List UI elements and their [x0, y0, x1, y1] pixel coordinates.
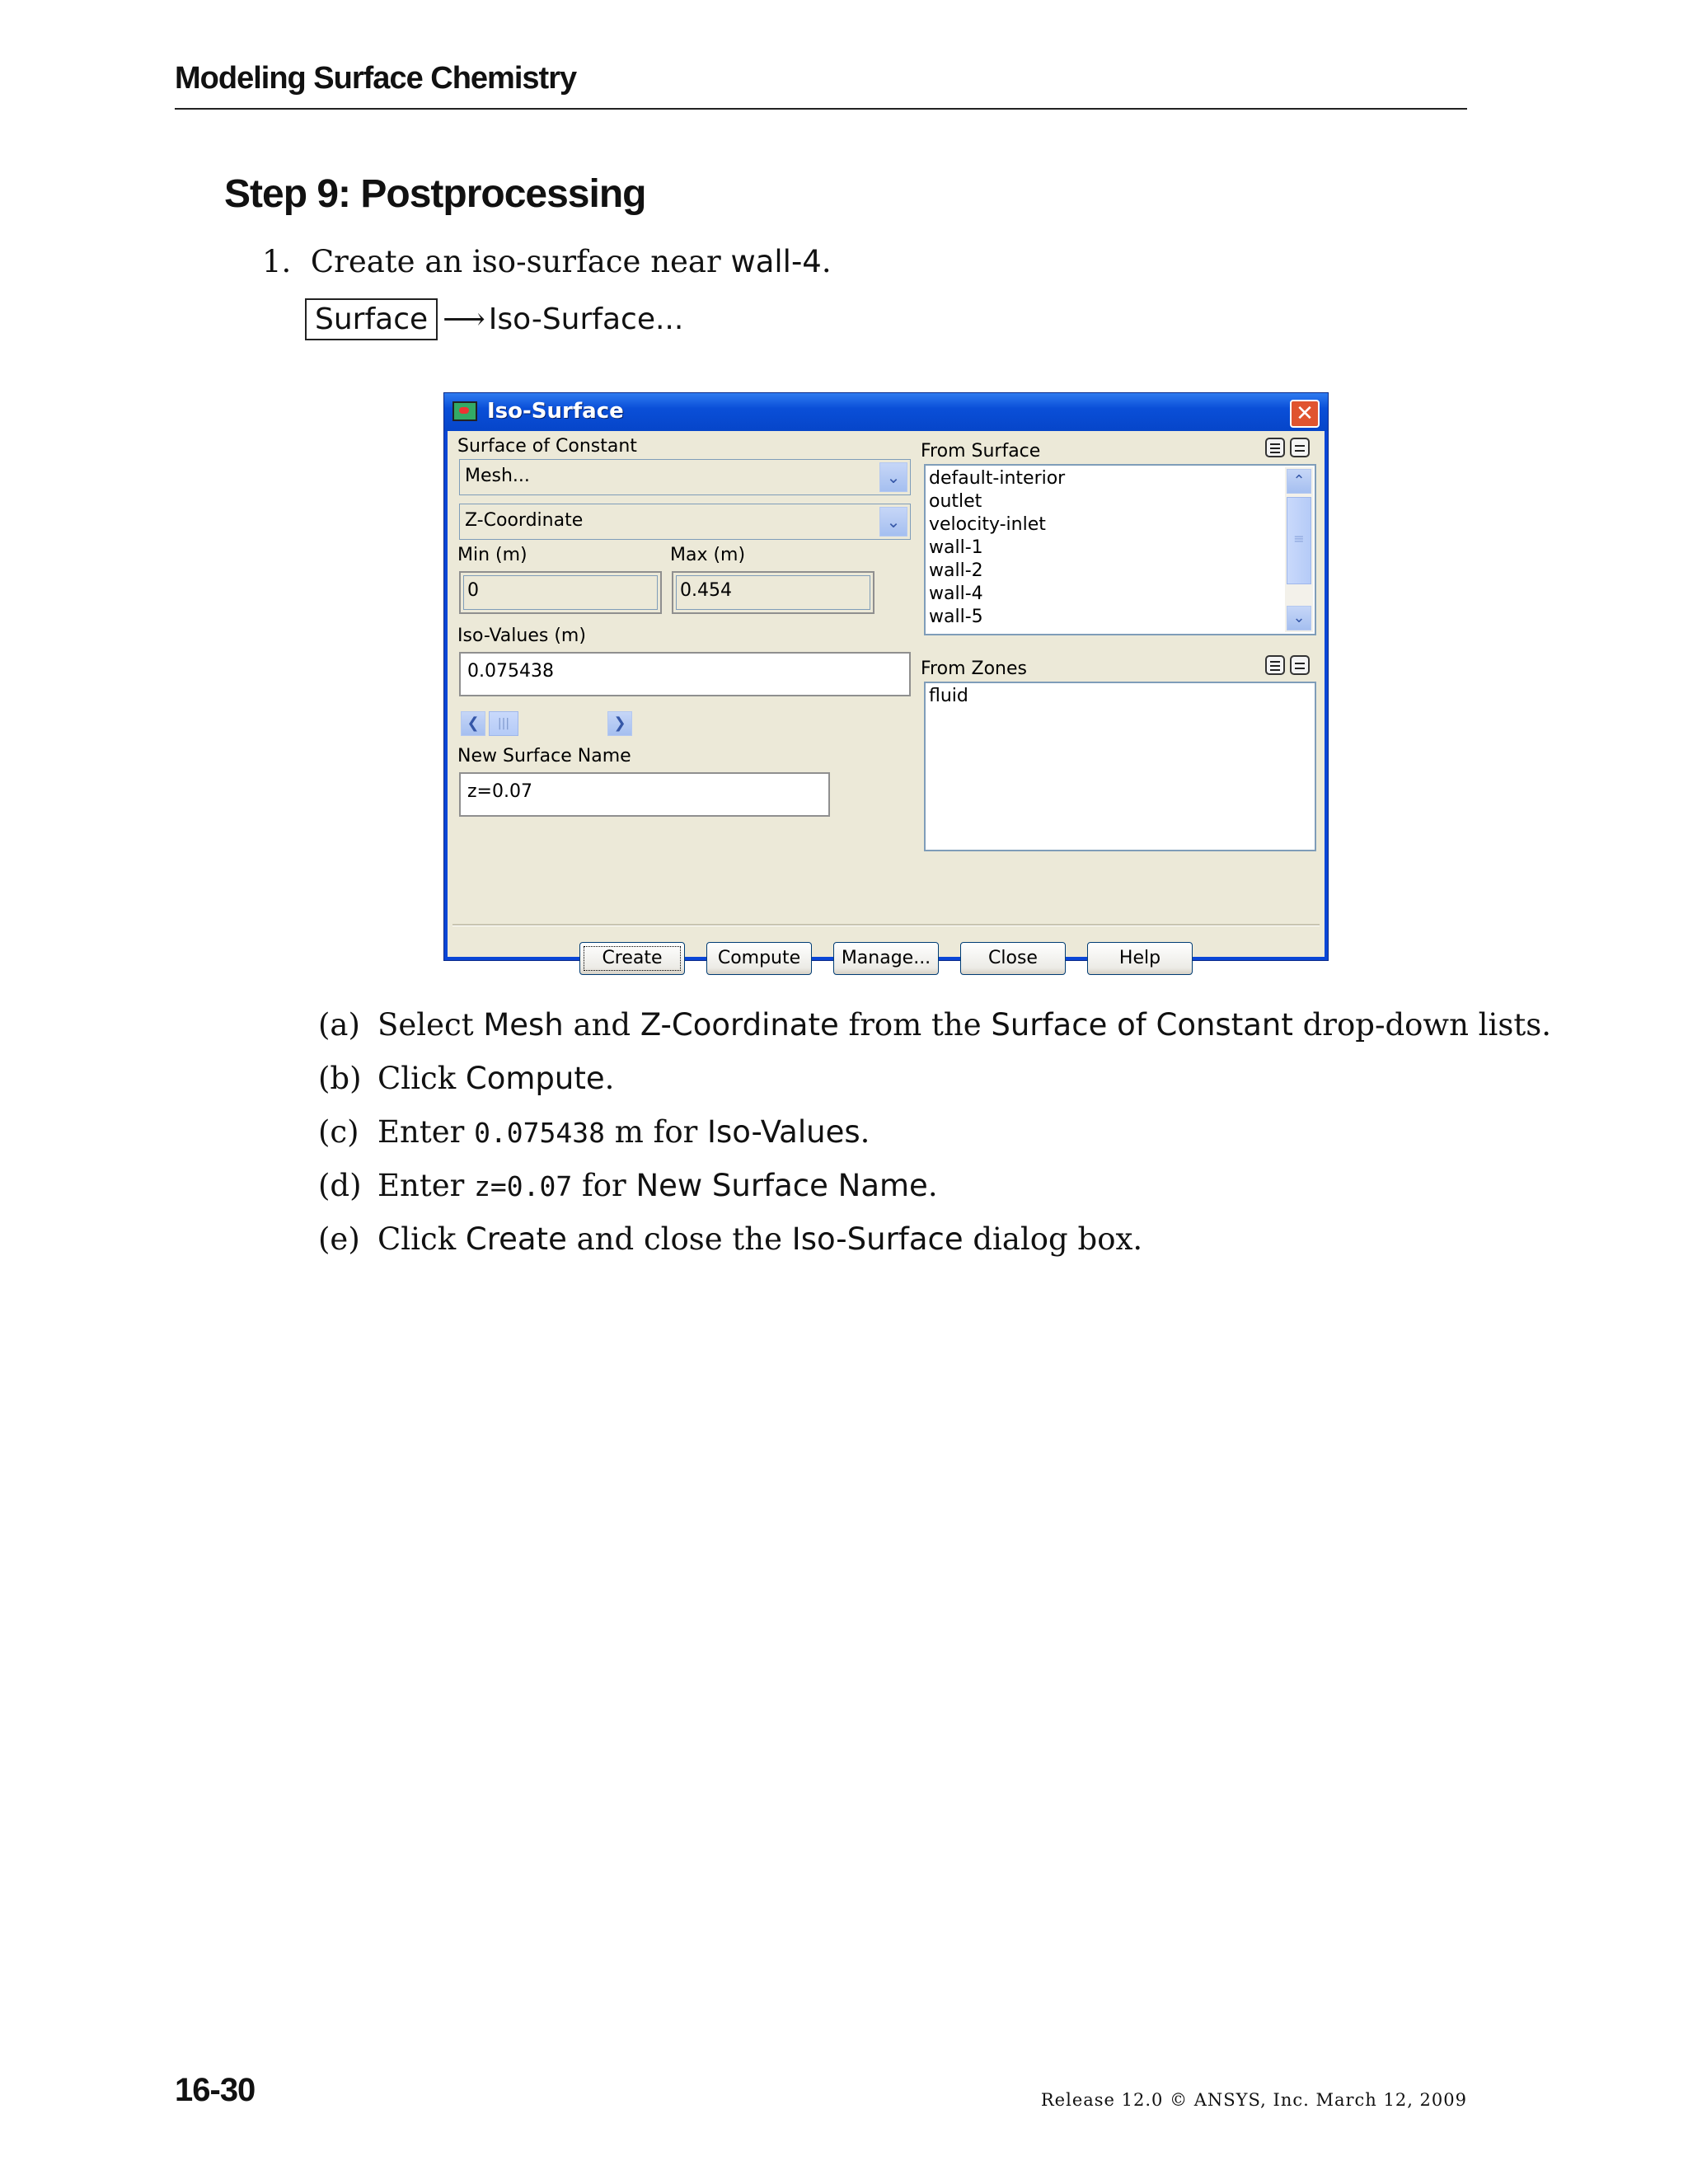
- list-item[interactable]: wall-5: [929, 607, 983, 627]
- surface-of-constant-label: Surface of Constant: [457, 436, 637, 457]
- mesh-combo[interactable]: [459, 459, 911, 495]
- release-note: Release 12.0 © ANSYS, Inc. March 12, 2009: [1040, 2090, 1467, 2110]
- chevron-down-icon[interactable]: ⌄: [879, 507, 907, 537]
- coordinate-combo-value: Z-Coordinate: [465, 510, 584, 531]
- substep-e: (e) Click Create and close the Iso-Surface dialog box.: [318, 1221, 1143, 1257]
- list-item[interactable]: fluid: [929, 686, 968, 706]
- manage-button[interactable]: Manage...: [833, 942, 939, 975]
- select-all-icon[interactable]: [1265, 438, 1285, 457]
- app-icon: [452, 401, 477, 421]
- chevron-left-icon[interactable]: ❮: [461, 711, 485, 736]
- from-surface-label: From Surface: [921, 441, 1041, 462]
- from-zones-label: From Zones: [921, 658, 1027, 679]
- menu-surface: Surface: [305, 298, 438, 340]
- page-number: 16-30: [175, 2072, 256, 2108]
- max-label: Max (m): [670, 545, 746, 565]
- substep-d: (d) Enter z=0.07 for New Surface Name.: [318, 1168, 938, 1203]
- iso-values-field[interactable]: [459, 652, 911, 696]
- chevron-down-icon[interactable]: ⌄: [879, 462, 907, 492]
- chevron-up-icon[interactable]: ⌃: [1287, 469, 1311, 494]
- dialog-title: Iso-Surface: [487, 399, 624, 424]
- substep-b: (b) Click Compute.: [318, 1061, 615, 1096]
- from-surface-list[interactable]: [924, 464, 1316, 635]
- item-text: Create an iso-surface near: [310, 244, 721, 279]
- menu-arrow: ⟶: [443, 302, 485, 337]
- list-item[interactable]: wall-2: [929, 560, 983, 581]
- item-number: 1.: [262, 244, 292, 279]
- new-surface-name-field[interactable]: [459, 772, 830, 817]
- deselect-all-icon[interactable]: [1290, 438, 1310, 457]
- substep-c: (c) Enter 0.075438 m for Iso-Values.: [318, 1114, 870, 1150]
- list-item[interactable]: default-interior: [929, 468, 1066, 489]
- coordinate-combo[interactable]: [459, 504, 911, 540]
- deselect-all-icon[interactable]: [1290, 655, 1310, 675]
- min-label: Min (m): [457, 545, 528, 565]
- iso-surface-dialog: [443, 392, 1329, 968]
- list-item[interactable]: outlet: [929, 491, 982, 512]
- iso-values-label: Iso-Values (m): [457, 626, 586, 646]
- list-scrollbar[interactable]: [1285, 467, 1313, 632]
- header-rule: [175, 108, 1467, 110]
- close-button[interactable]: Close: [960, 942, 1066, 975]
- dialog-titlebar[interactable]: [444, 393, 1328, 431]
- max-value: 0.454: [680, 580, 732, 601]
- compute-button[interactable]: Compute: [706, 942, 812, 975]
- new-surface-name-value: z=0.07: [467, 781, 532, 802]
- section-title: Step 9: Postprocessing: [224, 172, 646, 216]
- scroll-thumb[interactable]: ≡: [1287, 497, 1311, 584]
- list-item[interactable]: wall-4: [929, 583, 983, 604]
- close-icon[interactable]: ✕: [1290, 400, 1320, 428]
- substep-a: (a) Select Mesh and Z-Coordinate from the Surface of Constant drop-down lists.: [318, 1007, 1551, 1043]
- slider-thumb[interactable]: |||: [489, 711, 518, 736]
- help-button[interactable]: Help: [1087, 942, 1193, 975]
- step-item-1: [262, 244, 832, 279]
- item-term: wall-4: [730, 244, 822, 279]
- max-field[interactable]: [672, 571, 874, 614]
- create-button[interactable]: Create: [579, 942, 685, 975]
- dialog-body: [448, 431, 1325, 968]
- min-field[interactable]: [459, 571, 662, 614]
- menu-path: [305, 298, 683, 340]
- item-end: .: [821, 244, 832, 279]
- chevron-down-icon[interactable]: ⌄: [1287, 606, 1311, 630]
- mesh-combo-value: Mesh...: [465, 466, 530, 486]
- menu-command: Iso-Surface...: [488, 302, 684, 337]
- list-item[interactable]: wall-1: [929, 537, 983, 558]
- iso-values-value: 0.075438: [467, 661, 554, 682]
- new-surface-name-label: New Surface Name: [457, 746, 631, 766]
- select-all-icon[interactable]: [1265, 655, 1285, 675]
- from-zones-list[interactable]: [924, 682, 1316, 851]
- chevron-right-icon[interactable]: ❯: [607, 711, 632, 736]
- running-header: Modeling Surface Chemistry: [175, 61, 577, 96]
- list-item[interactable]: velocity-inlet: [929, 514, 1046, 535]
- min-value: 0: [467, 580, 479, 601]
- divider: [452, 924, 1320, 926]
